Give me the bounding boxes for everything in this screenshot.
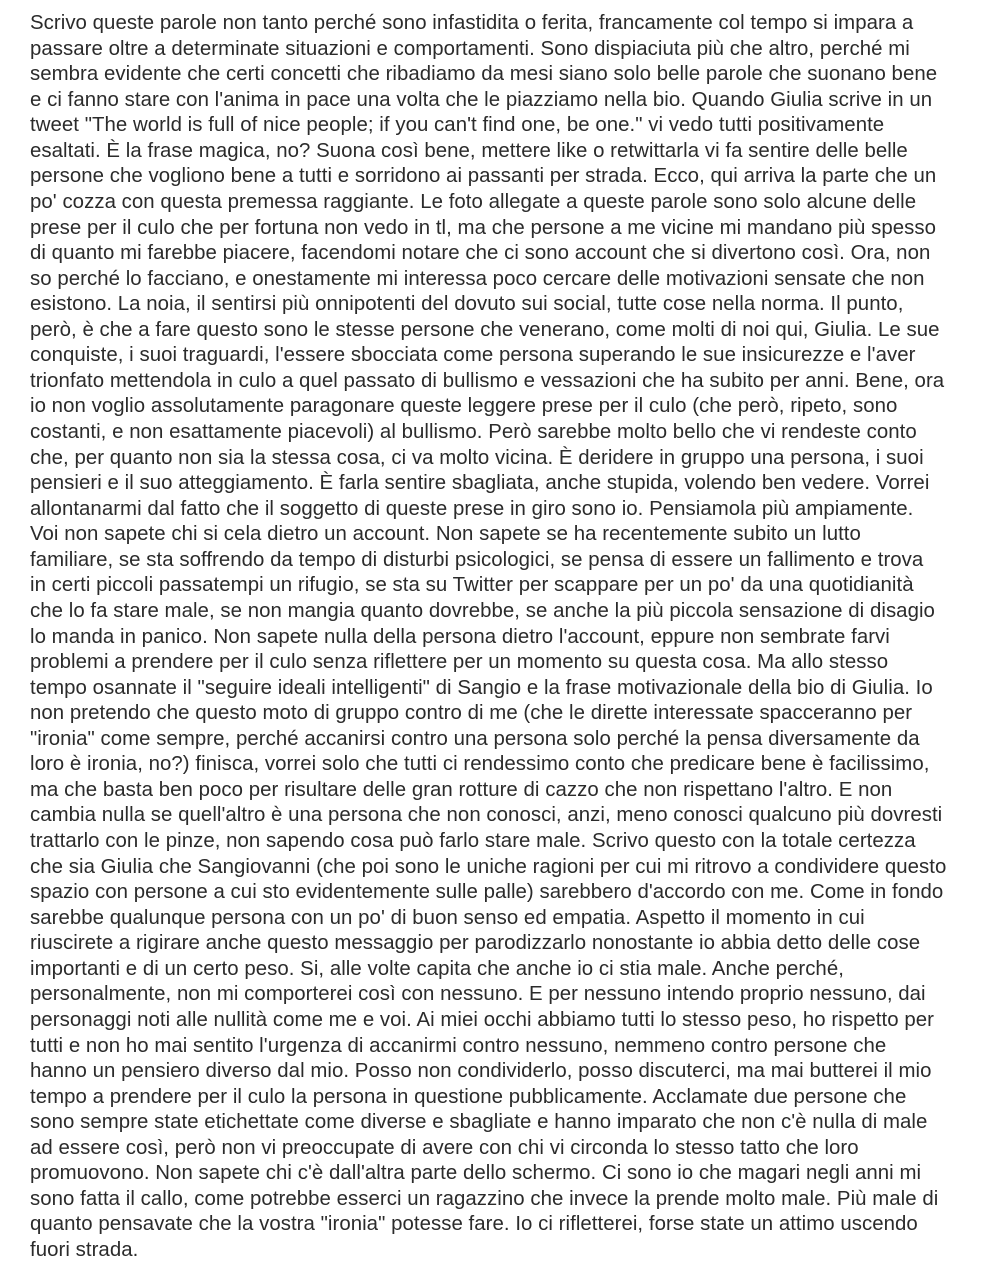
body-paragraph: Scrivo queste parole non tanto perché sono infastidita o ferita, francamente col tempo si impara a passare oltre a determinate situazioni e comportamenti. Sono dispiaciuta più che altro, perché mi sembra evidente che certi concetti che ribadiamo da mesi siano solo belle parole che suonano bene e ci fanno stare con l'anima in pace una volta che le piazziamo nella bio. Quando Giulia scrive in un tweet "The world is full of nice people; if you can't find one, be one." vi vedo tutti positivamente esaltati. È la frase magica, no? Suona così bene, mettere like o retwittarla vi fa sentire delle belle persone che vogliono bene a tutti e sorridono ai passanti per strada. Ecco, qui arriva la parte che un po' cozza con questa premessa raggiante. Le foto allegate a queste parole sono solo alcune delle prese per il culo che per fortuna non vedo in tl, ma che persone a me vicine mi mandano più spesso di quanto mi farebbe piacere, facendomi notare che ci sono account che si divertono così. Ora, non so perché lo facciano, e onestamente mi interessa poco cercare delle motivazioni sensate che non esistono. La noia, il sentirsi più onnipotenti del dovuto sui social, tutte cose nella norma. Il punto, però, è che a fare questo sono le stesse persone che venerano, come molti di noi qui, Giulia. Le sue conquiste, i suoi traguardi, l'essere sbocciata come persona superando le sue insicurezze e l'aver trionfato mettendola in culo a quel passato di bullismo e vessazioni che ha subito per anni. Bene, ora io non voglio assolutamente paragonare queste leggere prese per il culo (che però, ripeto, sono costanti, e non esattamente piacevoli) al bullismo. Però sarebbe molto bello che vi rendeste conto che, per quanto non sia la stessa cosa, ci va molto vicina. È deridere in gruppo una persona, i suoi pensieri e il suo atteggiamento. È farla sentire sbagliata, anche stupida, volendo ben vedere. Vorrei allontanarmi dal fatto che il soggetto di queste prese in giro sono io. Pensiamola più ampiamente. Voi non sapete chi si cela dietro un account. Non sapete se ha recentemente subito un lutto familiare, se sta soffrendo da tempo di disturbi psicologici, se pensa di essere un fallimento e trova in certi piccoli passatempi un rifugio, se sta su Twitter per scappare per un po' da una quotidianità che lo fa stare male, se non mangia quanto dovrebbe, se anche la più piccola sensazione di disagio lo manda in panico. Non sapete nulla della persona dietro l'account, eppure non sembrate farvi problemi a prendere per il culo senza riflettere per un momento su questa cosa. Ma allo stesso tempo osannate il "seguire ideali intelligenti" di Sangio e la frase motivazionale della bio di Giulia. Io non pretendo che questo moto di gruppo contro di me (che le dirette interessate spacceranno per "ironia" come sempre, perché accanirsi contro una persona solo perché la pensa diversamente da loro è ironia, no?) finisca, vorrei solo che tutti ci rendessimo conto che predicare bene è facilissimo, ma che basta ben poco per risultare delle gran rotture di cazzo che non rispettano l'altro. E non cambia nulla se quell'altro è una persona che non conosci, anzi, meno conosci qualcuno più dovresti trattarlo con le pinze, non sapendo cosa può farlo stare male. Scrivo questo con la totale certezza che sia Giulia che Sangiovanni (che poi sono le uniche ragioni per cui mi ritrovo a condividere questo spazio con persone a cui sto evidentemente sulle palle) sarebbero d'accordo con me. Come in fondo sarebbe qualunque persona con un po' di buon senso ed empatia. Aspetto il momento in cui riuscirete a rigirare anche questo messaggio per parodizzarlo nonostante io abbia detto delle cose importanti e di un certo peso. Si, alle volte capita che anche io ci stia male. Anche perché, personalmente, non mi comporterei così con nessuno. E per nessuno intendo proprio nessuno, dai personaggi noti alle nullità come me e voi. Ai miei occhi abbiamo tutti lo stesso peso, ho rispetto per tutti e non ho mai sentito l'urgenza di accanirmi contro nessuno, nemmeno contro persone che hanno un pensiero diverso dal mio. Posso non condividerlo, posso discuterci, ma mai butterei il mio tempo a prendere per il culo la persona in questione pubblicamente. Acclamate due persone che sono sempre state etichettate come diverse e sbagliate e hanno imparato che non c'è nulla di male ad essere così, però non vi preoccupate di avere con chi vi circonda lo stesso tatto che loro promuovono. Non sapete chi c'è dall'altra parte dello schermo. Ci sono io che magari negli anni mi sono fatta il callo, come potrebbe esserci un ragazzino che invece la prende molto male. Più male di quanto pensavate che la vostra "ironia" potesse fare. Io ci rifletterei, forse state un attimo uscendo fuori strada. [30,12,947,1261]
